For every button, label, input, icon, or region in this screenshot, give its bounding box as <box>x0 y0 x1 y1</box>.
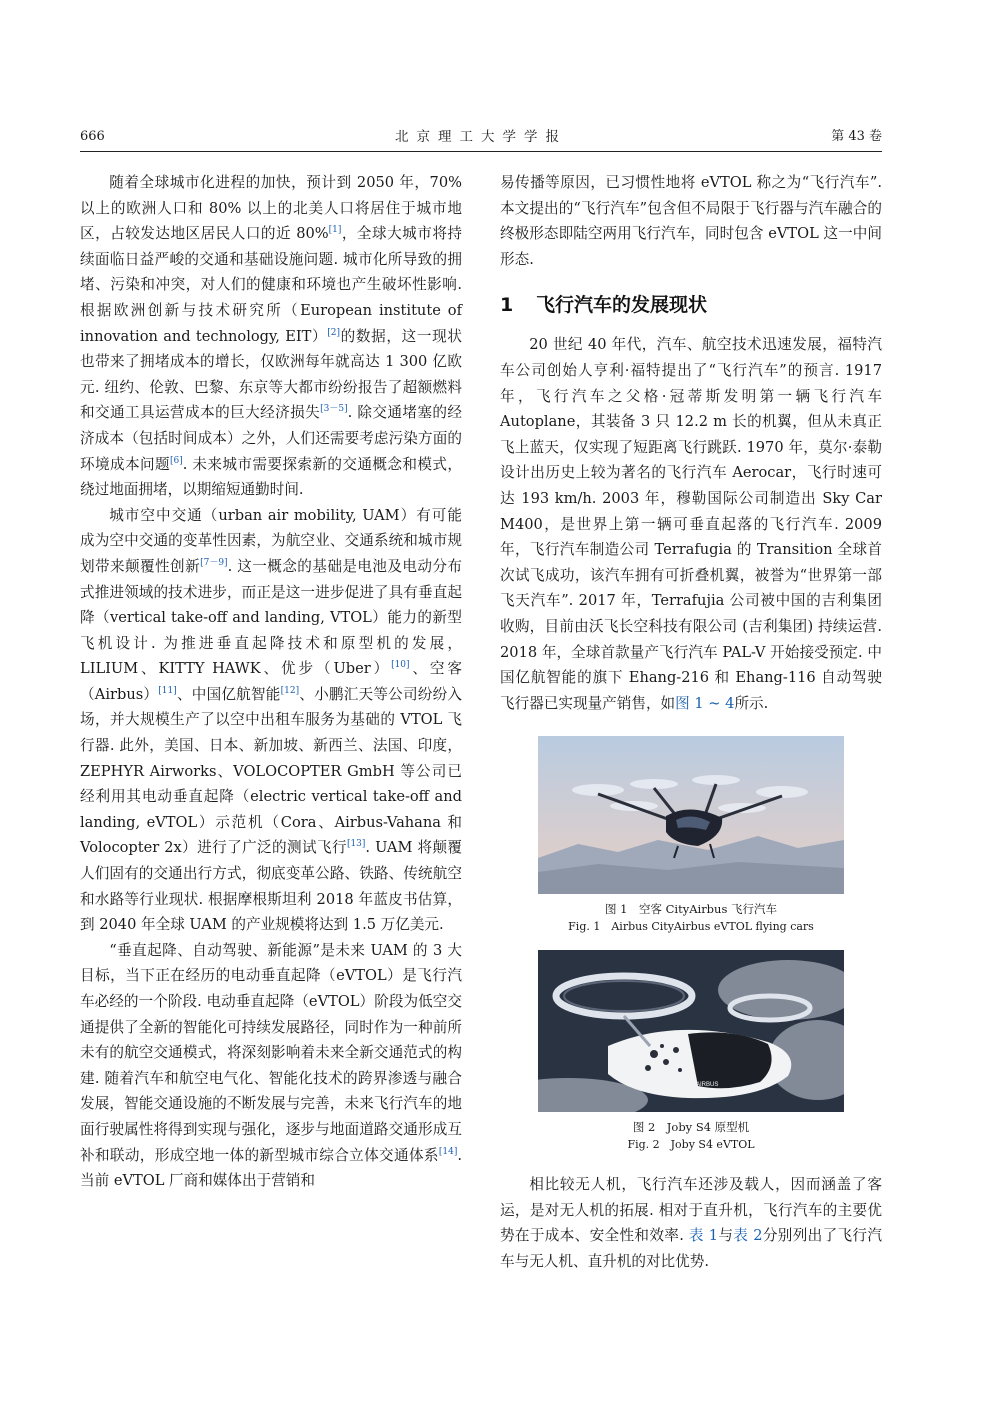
table-2-link[interactable]: 表 2 <box>733 1227 763 1245</box>
citation-ref[interactable]: [13] <box>346 839 366 850</box>
joby-s4-photo <box>538 950 844 1112</box>
citation-ref[interactable]: [14] <box>438 1146 458 1157</box>
page-number: 666 <box>80 129 105 144</box>
text-run: 与 <box>718 1227 734 1245</box>
citation-ref[interactable]: [1] <box>328 225 342 236</box>
paragraph-evtol <box>80 938 462 1194</box>
text-run: 随着全球城市化进程的加快，预计到 2050 年，70% 以上的欧洲人口和 80% 以上的北美人口将居住于城市地区，占较发达地区居民人口的近 80% <box>80 174 462 243</box>
paragraph-urbanization <box>80 170 462 503</box>
paragraph-continued: 易传播等原因，已习惯性地将 eVTOL 称之为“飞行汽车”. 本文提出的“飞行汽车”包含但不局限于飞行器与汽车融合的终极形态即陆空两用飞行汽车，同时包含 eVTOL 这一中间形态. <box>500 174 882 268</box>
paragraph-comparison <box>500 1172 882 1274</box>
figure-1 <box>500 736 882 936</box>
figure-2 <box>500 950 882 1154</box>
text-run: . 除交通堵塞的经济成本（包括时间成本）之外，人们还需要考虑污染方面的环境成本问题 <box>80 404 462 473</box>
header-rule <box>80 151 882 152</box>
airbus-logo: AIRBUS <box>696 1082 719 1089</box>
section-title: 飞行汽车的发展现状 <box>536 294 708 317</box>
figure-2-caption-en: Fig. 2 Joby S4 eVTOL <box>627 1138 755 1152</box>
text-run: . 未来城市需要探索新的交通概念和模式，绕过地面拥堵，以期缩短通勤时间. <box>80 455 462 499</box>
left-column <box>80 170 462 1194</box>
figure-1-caption-en: Fig. 1 Airbus CityAirbus eVTOL flying cars <box>568 920 814 934</box>
cockpit-canopy <box>688 1033 772 1089</box>
text-run: . 这一概念的基础是电池及电动分布式推进领域的技术进步，而正是这一进步促进了具有垂直起降（vertical take-off and landing, VTOL）能力的新型飞机设计. 为推进垂直起降技术和原型机的发展，LILIUM、KITTY HAWK、优步（Uber） <box>80 557 462 678</box>
section-number: 1 <box>500 294 514 317</box>
citation-ref[interactable]: [12] <box>280 686 300 697</box>
volume-label: 第 43 卷 <box>831 129 882 144</box>
text-run: ，全球大城市将持续面临日益严峻的交通和基础设施问题. 城市化所导致的拥堵、污染和冲突，对人们的健康和环境也产生破坏性影响. 根据欧洲创新与技术研究所（European institute of innovation and technology, EIT） <box>80 225 462 345</box>
figure-2-caption-cn: 图 2 Joby S4 原型机 <box>632 1120 750 1135</box>
citation-ref[interactable]: [10] <box>391 660 410 671</box>
figure-reference-link[interactable]: 图 1 ~ 4 <box>675 694 735 712</box>
text-run: 所示. <box>734 694 769 712</box>
text-run: 城市空中交通（urban air mobility, UAM）有可能成为空中交通的变革性因素，为航空业、交通系统和城市规划带来颠覆性创新 <box>80 506 462 575</box>
text-run: “垂直起降、自动驾驶、新能源”是未来 UAM 的 3 大目标，当下正在经历的电动垂直起降（eVTOL）是飞行汽车必经的一个阶段. 电动垂直起降（eVTOL）阶段为低空交通提供了全新的智能化可持续发展路径，同时作为一种前所未有的航空交通模式，将深刻影响着未来全新交通范式的构建. 随着汽车和航空电气化、智能化技术的跨界渗透与融合发展，智能交通设施的不断发展与完善，未来飞行汽车的地面行驶属性将得到实现与强化，逐步与地面道路交通形成互补和联动，形成空地一体的新型城市综合立体交通体系 <box>80 941 462 1164</box>
text-run: . UAM 将颠覆人们固有的交通出行方式，彻底变革公路、铁路、传统航空和水路等行业现状. 根据摩根斯坦利 2018 年蓝皮书估算，到 2040 年全球 UAM 的产业规模将达到 1.5 万亿美元. <box>80 839 463 934</box>
cityairbus-photo <box>538 736 844 894</box>
text-run: 、小鹏汇天等公司纷纷入场，并大规模生产了以空中出租车服务为基础的 VTOL 飞行器. 此外，美国、日本、新加坡、新西兰、法国、印度，ZEPHYR Airworks、VOLOCOPTER GmbH 等公司已经利用其电动垂直起降（electric vertical take-off and landing, eVTOL）示范机（Cora、Airbus-Vahana 和 Volocopter 2x）进行了广泛的测试飞行 <box>80 685 462 857</box>
table-1-link[interactable]: 表 1 <box>688 1227 719 1245</box>
right-column <box>500 170 882 1275</box>
citation-ref[interactable]: [3－5] <box>320 404 348 415</box>
citation-ref[interactable]: [7－9] <box>200 558 228 569</box>
citation-ref[interactable]: [11] <box>158 686 177 697</box>
text-run: 分别列出了飞行汽车与无人机、直升机的对比优势. <box>500 1227 882 1271</box>
text-run: . 当前 eVTOL 厂商和媒体出于营销和 <box>80 1146 462 1190</box>
text-run: 、空客（Airbus） <box>80 660 462 703</box>
paragraph-history <box>500 332 882 716</box>
paragraph-uam <box>80 503 462 938</box>
figure-1-image <box>538 736 844 894</box>
text-run: 相比较无人机，飞行汽车还涉及载人，因而涵盖了客运，是对无人机的拓展. 相对于直升机，飞行汽车的主要优势在于成本、安全性和效率. <box>500 1176 882 1245</box>
figure-1-caption-cn: 图 1 空客 CityAirbus 飞行汽车 <box>604 902 778 917</box>
text-run: 的数据，这一现状也带来了拥堵成本的增长，仅欧洲每年就高达 1 300 亿欧元. 纽约、伦敦、巴黎、东京等大都市纷纷报告了超额燃料和交通工具运营成本的巨大经济损失 <box>80 327 462 422</box>
citation-ref[interactable]: [6] <box>170 455 183 466</box>
text-run: 20 世纪 40 年代，汽车、航空技术迅速发展，福特汽车公司创始人亨利·福特提出了“飞行汽车”的预言. 1917 年，飞行汽车之父格·冠蒂斯发明第一辆飞行汽车 Autoplane，其装备 3 只 12.2 m 长的机翼，但从未真正飞上蓝天，仅实现了短距离飞行跳跃. 1970 年，莫尔·泰勒设计出历史上较为著名的飞行汽车 Aerocar，飞行时速可达 193 km/h. 2003 年，穆勒国际公司制造出 Sky Car M400，是世界上第一辆可垂直起落的飞行汽车. 2009 年，飞行汽车制造公司 Terrafugia 的 Transition 全球首次试飞成功，该汽车拥有可折叠机翼，被誉为“世界第一部飞天汽车”. 2017 年，Terrafujia 公司被中国的吉利集团收购，目前由沃飞长空科技有限公司 (吉利集团) 持续运营. 2018 年，全球首款量产飞行汽车 PAL-V 开始接受预定. 中国亿航智能的旗下 Ehang-216 和 Ehang-116 自动驾驶飞行器已实现量产销售，如 <box>500 336 882 712</box>
journal-title: 北京理工大学学报 <box>395 129 567 145</box>
text-run: 、中国亿航智能 <box>176 685 281 703</box>
figure-2-image <box>538 950 844 1112</box>
citation-ref[interactable]: [2] <box>327 327 341 338</box>
section-heading <box>500 289 882 321</box>
